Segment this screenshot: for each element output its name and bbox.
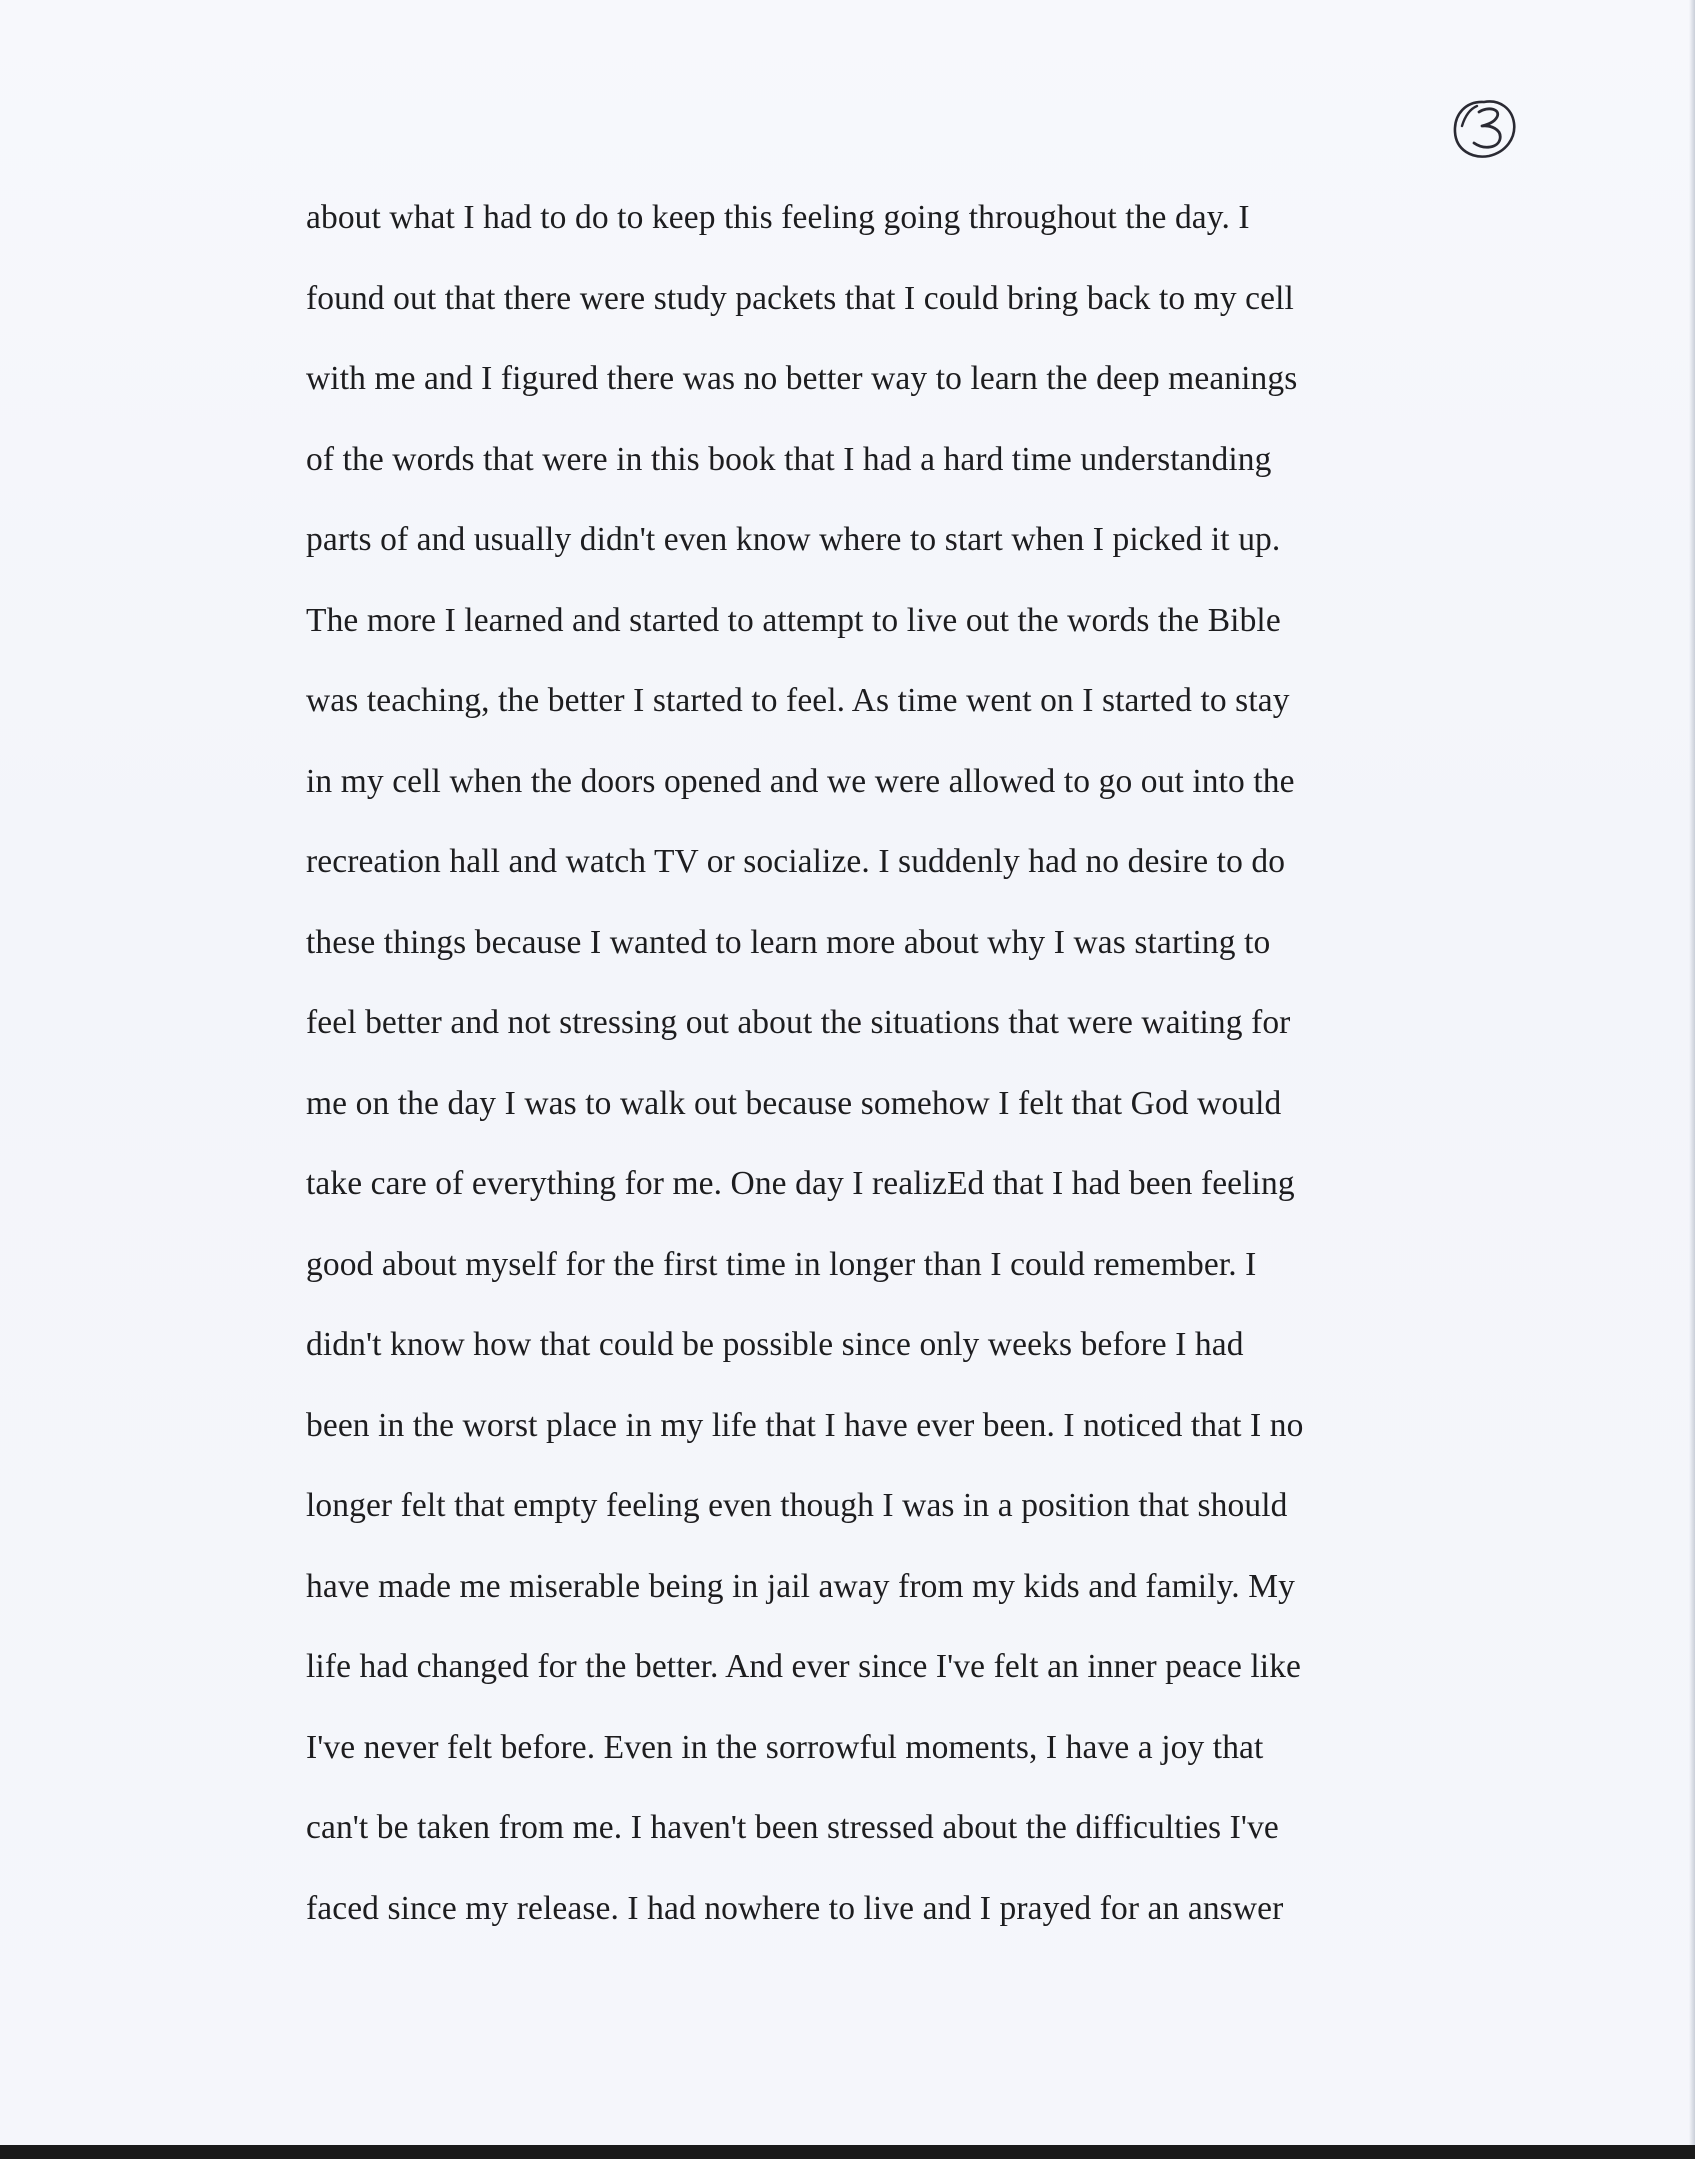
text-line: recreation hall and watch TV or socialize. I suddenly had no desire to do — [306, 843, 1286, 880]
text-line: longer felt that empty feeling even though I was in a position that should — [306, 1487, 1288, 1524]
text-line: life had changed for the better. And ever since I've felt an inner peace like — [306, 1648, 1302, 1685]
text-line: faced since my release. I had nowhere to live and I prayed for an answer — [306, 1889, 1284, 1927]
text-line: in my cell when the doors opened and we were allowed to go out into the — [306, 762, 1295, 800]
text-line: me on the day I was to walk out because somehow I felt that God would — [306, 1084, 1282, 1122]
text-line: The more I learned and started to attempt to live out the words the Bible — [306, 601, 1281, 639]
text-line: these things because I wanted to learn more about why I was starting to — [306, 923, 1271, 961]
scanner-bottom-edge — [0, 2145, 1695, 2159]
text-line: about what I had to do to keep this feeling going throughout the day. I — [306, 199, 1250, 236]
text-line: good about myself for the first time in longer than I could remember. I — [306, 1245, 1257, 1283]
text-line: been in the worst place in my life that I have ever been. I noticed that I no — [306, 1406, 1304, 1444]
text-line: take care of everything for me. One day I realizEd that I had been feeling — [306, 1165, 1295, 1202]
page-edge-shadow — [1689, 0, 1695, 2145]
text-line: can't be taken from me. I haven't been stressed about the difficulties I've — [306, 1809, 1279, 1846]
text-line: I've never felt before. Even in the sorrowful moments, I have a joy that — [306, 1728, 1264, 1766]
circled-number-three-icon — [1448, 96, 1522, 164]
text-line: with me and I figured there was no better way to learn the deep meanings — [306, 360, 1298, 397]
handwritten-page-number — [1448, 96, 1522, 164]
text-line: parts of and usually didn't even know where to start when I picked it up. — [306, 521, 1281, 558]
text-line: was teaching, the better I started to feel. As time went on I started to stay — [306, 682, 1290, 719]
essay-body — [306, 190, 1406, 1961]
text-line: found out that there were study packets that I could bring back to my cell — [306, 279, 1294, 317]
text-line: of the words that were in this book that I had a hard time understanding — [306, 440, 1272, 478]
text-line: didn't know how that could be possible since only weeks before I had — [306, 1326, 1244, 1363]
text-line: feel better and not stressing out about the situations that were waiting for — [306, 1004, 1291, 1041]
text-line: have made me miserable being in jail away from my kids and family. My — [306, 1567, 1295, 1605]
